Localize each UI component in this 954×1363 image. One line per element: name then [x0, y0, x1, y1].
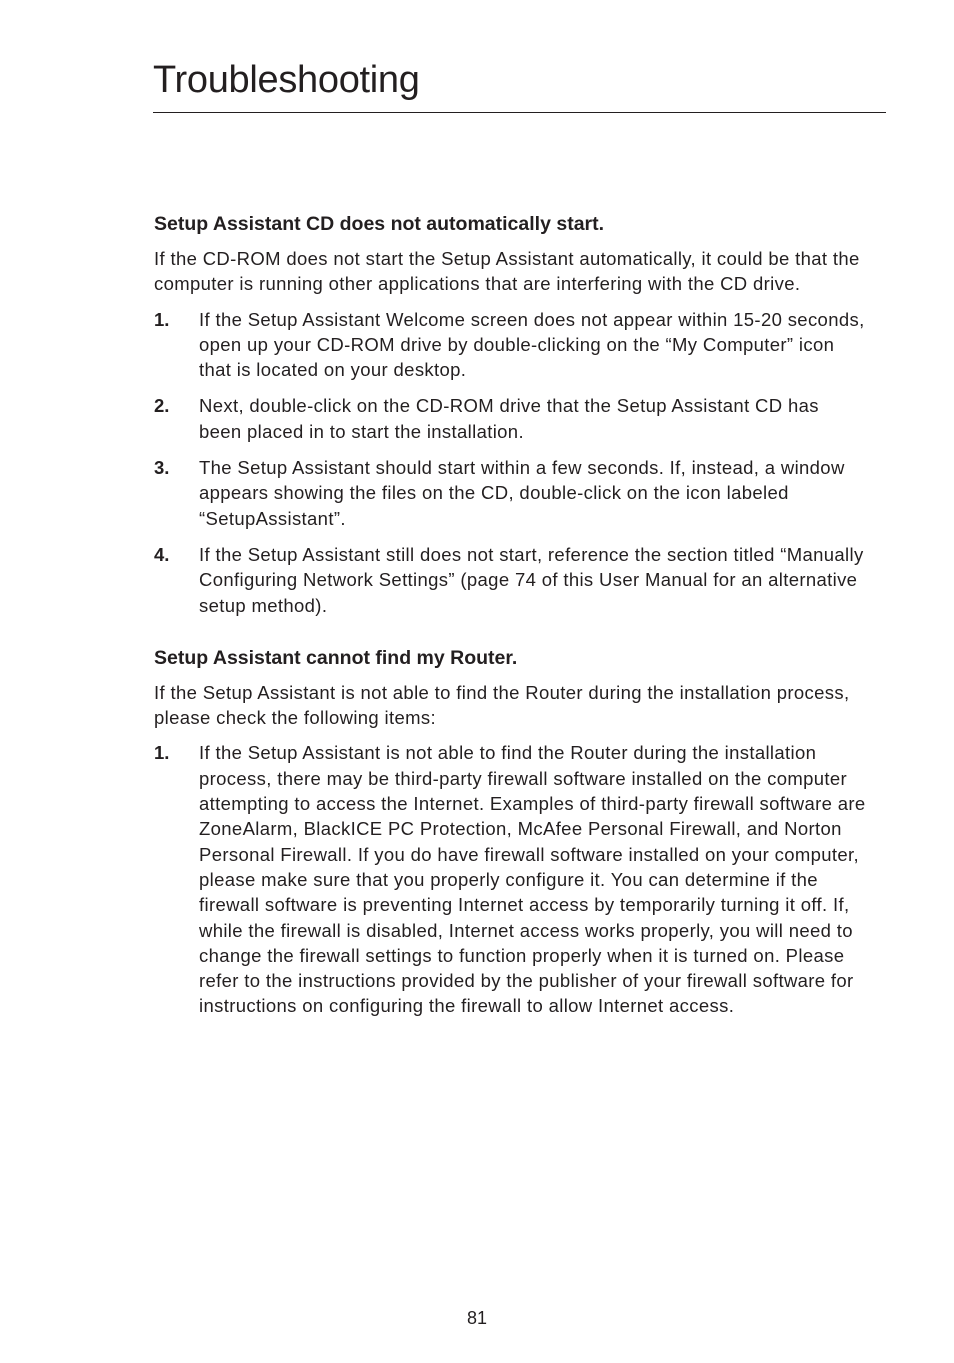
step-text: If the Setup Assistant still does not start, reference the section titled “Manually Configuring Network Settings” (page 74 of this User Manual for an alternative setup method). [199, 543, 864, 616]
main-content [154, 210, 866, 1030]
steps-list [154, 740, 866, 1018]
step-number: 1. [154, 742, 170, 764]
step-number: 2. [154, 395, 170, 417]
section-heading: Setup Assistant cannot find my Router. [154, 646, 518, 669]
step-text: Next, double-click on the CD-ROM drive that the Setup Assistant CD has been placed in to start the installation. [199, 395, 819, 442]
list-item [154, 542, 866, 618]
section-intro: If the CD-ROM does not start the Setup Assistant automatically, it could be that the computer is running other applications that are interfering with the CD drive. [154, 248, 860, 295]
section-router-not-found [154, 644, 866, 1019]
list-item [154, 740, 866, 1018]
steps-list [154, 307, 866, 618]
section-intro: If the Setup Assistant is not able to find the Router during the installation process, please check the following items: [154, 681, 850, 729]
list-item [154, 455, 866, 531]
step-text: The Setup Assistant should start within a few seconds. If, instead, a window appears showing the files on the CD, double-click on the icon labeled “SetupAssistant”. [199, 457, 845, 529]
title-divider [153, 112, 886, 113]
list-item [154, 307, 866, 383]
step-number: 3. [154, 457, 170, 479]
list-item [154, 393, 866, 444]
section-cd-autostart [154, 210, 866, 618]
step-number: 1. [154, 308, 170, 330]
section-heading: Setup Assistant CD does not automatically start. [154, 213, 605, 235]
step-text: If the Setup Assistant Welcome screen does not appear within 15-20 seconds, open up your CD-ROM drive by double-clicking on the “My Computer” icon that is located on your desktop. [199, 308, 865, 381]
step-text: If the Setup Assistant is not able to find the Router during the installation process, there may be third-party firewall software installed on the computer attempting to access the Internet. Examples of third-party firewall software are ZoneAlarm, BlackICE PC Protection, McAfee Personal Firewall, and Norton Personal Firewall. If you do have firewall software installed on your computer, please make sure that you properly configure it. You can determine if the firewall software is preventing Internet access by temporarily turning it off. If, while the firewall is disabled, Internet access works properly, you will need to change the firewall settings to function properly when it is turned on. Please refer to the instructions provided by the publisher of your firewall software for instructions on configuring the firewall to allow Internet access. [199, 742, 866, 1017]
page-title: Troubleshooting [153, 59, 420, 101]
step-number: 4. [154, 543, 170, 565]
page-number: 81 [466, 1308, 488, 1328]
